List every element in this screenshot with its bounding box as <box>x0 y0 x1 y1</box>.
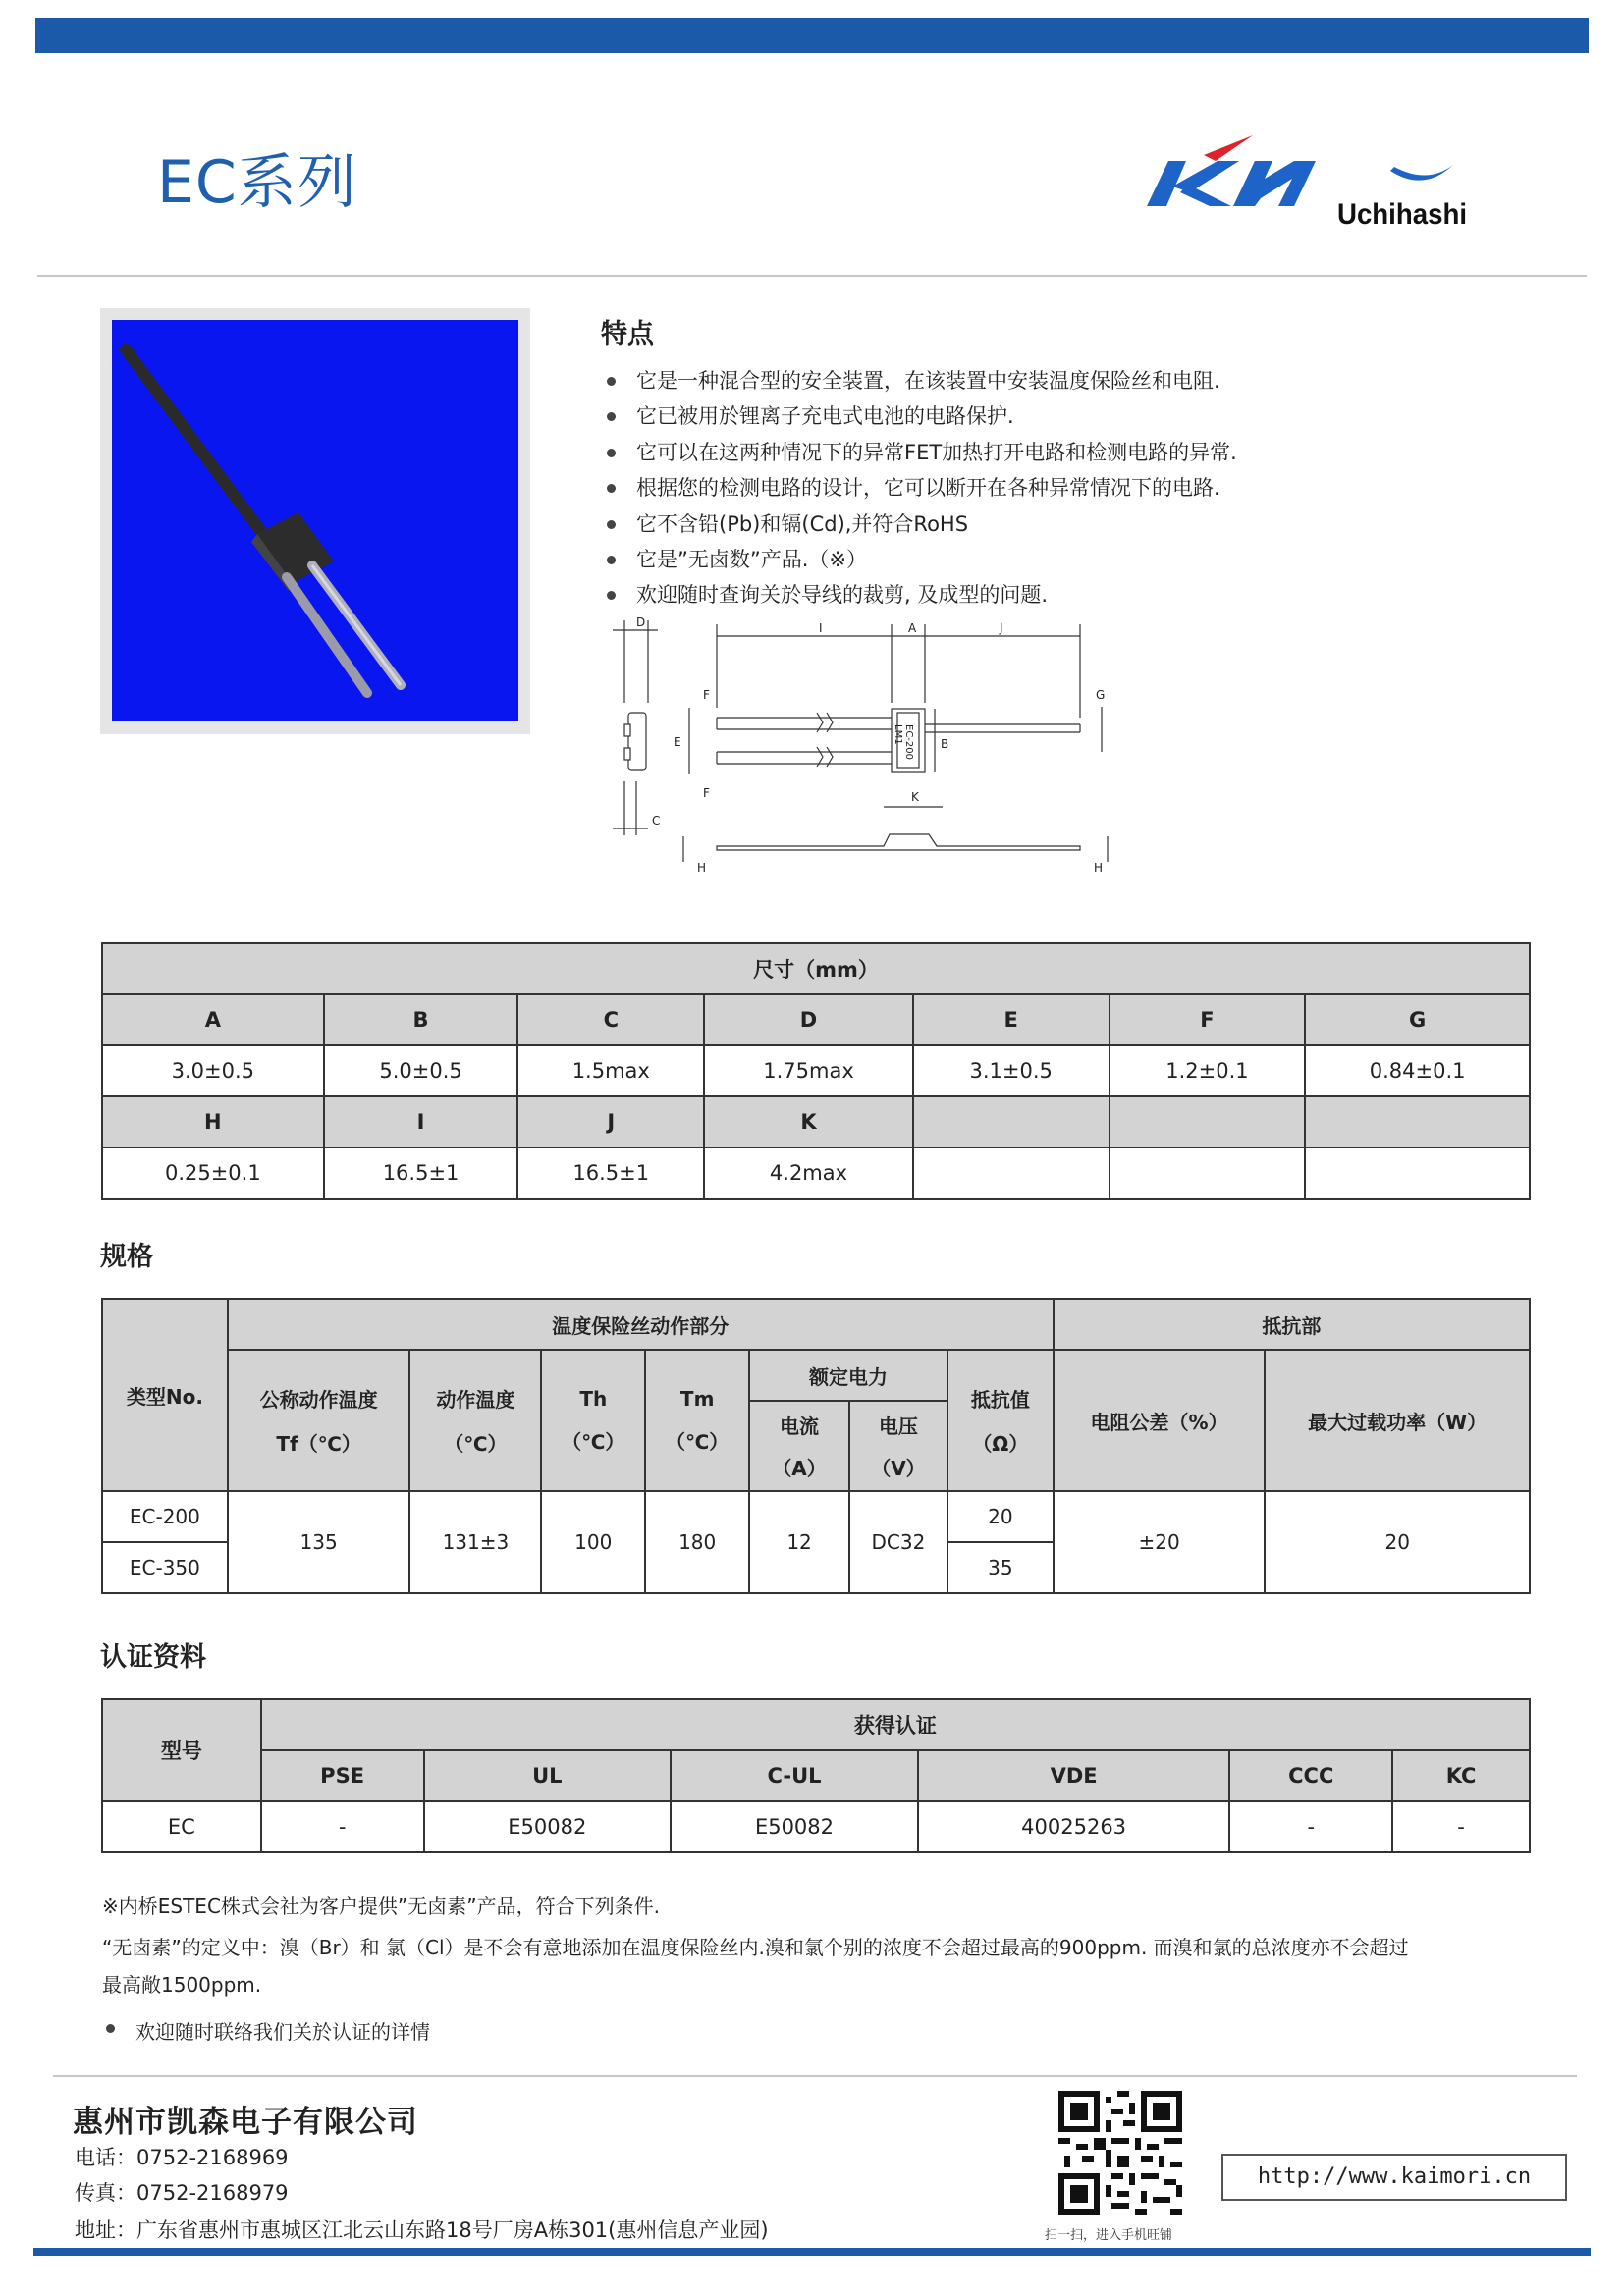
col-cur-l1: 电流 <box>780 1415 820 1438</box>
part-label: LM1 <box>893 724 903 745</box>
footer-tel: 电话：0752-2168969 <box>75 2146 289 2169</box>
dim-label: F <box>703 786 710 800</box>
cert-value: - <box>261 1801 424 1852</box>
dim-value <box>1110 1148 1306 1199</box>
part-label: EC-200 <box>903 724 914 760</box>
list-item: 它是一种混合型的安全装置，在该装置中安装温度保险丝和电阻. <box>601 363 1237 399</box>
cur-value: 12 <box>749 1491 849 1593</box>
footer-divider <box>53 2075 1577 2077</box>
cert-header: CCC <box>1229 1750 1392 1801</box>
model-cell: EC-350 <box>102 1542 228 1593</box>
tm-value: 180 <box>645 1491 749 1593</box>
note-3: 欢迎随时联络我们关於认证的详情 <box>135 2020 430 2044</box>
list-item: 它已被用於锂离子充电式电池的电路保护. <box>601 399 1237 434</box>
model-cell: EC-200 <box>102 1491 228 1542</box>
col-op-l1: 动作温度 <box>436 1388 515 1412</box>
dim-value: 1.2±0.1 <box>1110 1045 1306 1096</box>
dimensions-table <box>101 942 1531 1200</box>
dim-header <box>1110 1096 1306 1148</box>
cert-table <box>101 1698 1531 1853</box>
company-name: 惠州市凯森电子有限公司 <box>73 2105 418 2140</box>
th-value: 100 <box>541 1491 645 1593</box>
dim-label: E <box>674 735 681 749</box>
dim-header: G <box>1305 994 1530 1045</box>
cert-value: - <box>1229 1801 1392 1852</box>
tf-value: 135 <box>228 1491 410 1593</box>
list-item: 它不含铅(Pb)和镉(Cd),并符合RoHS <box>601 507 1237 542</box>
dim-header <box>1305 1096 1530 1148</box>
dim-label: A <box>908 621 917 635</box>
cert-col-model: 型号 <box>102 1699 261 1801</box>
list-item: 根据您的检测电路的设计，它可以断开在各种异常情况下的电路. <box>601 470 1237 506</box>
cert-value: E50082 <box>671 1801 918 1852</box>
company-logo <box>1137 116 1471 234</box>
product-photo <box>100 308 530 734</box>
col-tol: 电阻公差（%） <box>1054 1350 1266 1491</box>
dim-label: J <box>1000 621 1003 635</box>
col-res <box>947 1350 1054 1491</box>
cert-value: - <box>1392 1801 1530 1852</box>
dim-value <box>913 1148 1110 1199</box>
uchihashi-logo-mark <box>1390 132 1453 181</box>
col-rated: 额定电力 <box>749 1350 947 1401</box>
dim-label: F <box>703 688 710 702</box>
col-tm-l2: （℃） <box>666 1429 730 1454</box>
top-bar <box>35 18 1589 53</box>
dim-header: A <box>102 994 324 1045</box>
cert-group: 获得认证 <box>261 1699 1530 1750</box>
dimension-diagram <box>599 614 1129 880</box>
col-op-l2: （℃） <box>444 1432 508 1456</box>
vol-value: DC32 <box>849 1491 947 1593</box>
cert-value: 40025263 <box>918 1801 1230 1852</box>
note-bullet <box>106 2024 115 2033</box>
list-item: 它是”无卤数”产品.（※） <box>601 542 1237 577</box>
dim-value: 1.75max <box>704 1045 913 1096</box>
dim-header: D <box>704 994 913 1045</box>
dim-value <box>1305 1148 1530 1199</box>
specs-table <box>101 1298 1531 1594</box>
dim-value: 16.5±1 <box>324 1148 518 1199</box>
uchihashi-logo-text: Uchihashi <box>1337 198 1467 231</box>
col-res-l1: 抵抗值 <box>970 1388 1030 1412</box>
bottom-bar <box>33 2248 1591 2256</box>
col-cur-l2: （A） <box>772 1457 827 1480</box>
footer-fax: 传真：0752-2168979 <box>75 2181 289 2205</box>
col-th-l2: （℃） <box>562 1429 625 1454</box>
col-tm-l1: Tm <box>679 1386 715 1411</box>
col-vol-l2: （V） <box>871 1457 926 1480</box>
cert-header: PSE <box>261 1750 424 1801</box>
page-title: EC系列 <box>157 148 357 217</box>
group-fuse: 温度保险丝动作部分 <box>228 1299 1054 1350</box>
col-tm <box>645 1350 749 1491</box>
header-divider <box>37 275 1587 277</box>
dim-header: B <box>324 994 518 1045</box>
features-list <box>601 363 1237 614</box>
dim-label: K <box>911 790 919 804</box>
dim-label: D <box>636 615 646 629</box>
note-2b: 最高敞1500ppm. <box>102 1973 262 1997</box>
dim-value: 1.5max <box>517 1045 704 1096</box>
dim-label: H <box>697 861 707 875</box>
cert-header: VDE <box>918 1750 1230 1801</box>
dim-header: E <box>913 994 1110 1045</box>
dim-header: F <box>1110 994 1306 1045</box>
dim-value: 0.84±0.1 <box>1305 1045 1530 1096</box>
dim-header: I <box>324 1096 518 1148</box>
footer-address: 地址：广东省惠州市惠城区江北云山东路18号厂房A栋301(惠州信息产业园) <box>75 2218 769 2242</box>
col-tf-l1: 公称动作温度 <box>259 1388 378 1412</box>
col-th <box>541 1350 645 1491</box>
specs-title: 规格 <box>100 1242 153 1272</box>
dim-label: B <box>941 737 949 751</box>
dim-header: J <box>517 1096 704 1148</box>
cert-header: UL <box>424 1750 672 1801</box>
list-item: 它可以在这两种情况下的异常FET加热打开电路和检测电路的异常. <box>601 435 1237 470</box>
qr-caption: 扫一扫，进入手机旺铺 <box>1045 2228 1173 2243</box>
qr-code[interactable] <box>1058 2091 1182 2215</box>
col-cur <box>749 1401 849 1491</box>
col-op <box>409 1350 541 1491</box>
group-resist: 抵抗部 <box>1054 1299 1530 1350</box>
dim-header <box>913 1096 1110 1148</box>
cert-model: EC <box>102 1801 261 1852</box>
cert-header: KC <box>1392 1750 1530 1801</box>
cert-value: E50082 <box>424 1801 672 1852</box>
features-title: 特点 <box>601 319 654 349</box>
list-item: 欢迎随时查询关於导线的裁剪, 及成型的问题. <box>601 577 1237 613</box>
col-type: 类型No. <box>102 1299 228 1491</box>
dim-label: C <box>652 814 661 828</box>
dim-header: K <box>704 1096 913 1148</box>
dim-value: 16.5±1 <box>517 1148 704 1199</box>
res-value: 35 <box>947 1542 1054 1593</box>
dim-label: I <box>819 621 823 635</box>
dim-value: 4.2max <box>704 1148 913 1199</box>
col-tf <box>228 1350 410 1491</box>
col-vol <box>849 1401 947 1491</box>
dim-label: H <box>1094 861 1104 875</box>
note-2a: “无卤素”的定义中：溴（Br）和 氯（Cl）是不会有意地添加在温度保险丝内.溴和氯个别的浓度不会超过最高的900ppm. 而溴和氯的总浓度亦不会超过 <box>102 1936 1409 1959</box>
tol-value: ±20 <box>1054 1491 1266 1593</box>
website-link[interactable]: http://www.kaimori.cn <box>1221 2154 1567 2201</box>
op-value: 131±3 <box>409 1491 541 1593</box>
cert-title: 认证资料 <box>100 1642 206 1673</box>
col-tf-l2: Tf（℃） <box>276 1432 361 1456</box>
dim-header: C <box>517 994 704 1045</box>
dim-value: 3.1±0.5 <box>913 1045 1110 1096</box>
dim-label: G <box>1096 688 1106 702</box>
dim-value: 3.0±0.5 <box>102 1045 324 1096</box>
km-logo-mark <box>1147 135 1316 206</box>
dim-value: 5.0±0.5 <box>324 1045 518 1096</box>
cert-header: C-UL <box>671 1750 918 1801</box>
col-maxp: 最大过载功率（W） <box>1265 1350 1530 1491</box>
note-1: ※内桥ESTEC株式会社为客户提供”无卤素”产品，符合下列条件. <box>102 1895 660 1918</box>
maxp-value: 20 <box>1265 1491 1530 1593</box>
dim-value: 0.25±0.1 <box>102 1148 324 1199</box>
col-res-l2: （Ω） <box>972 1432 1029 1456</box>
col-vol-l1: 电压 <box>878 1415 918 1438</box>
col-th-l1: Th <box>579 1386 608 1411</box>
dim-header: H <box>102 1096 324 1148</box>
res-value: 20 <box>947 1491 1054 1542</box>
dimensions-title: 尺寸（mm） <box>102 943 1530 994</box>
